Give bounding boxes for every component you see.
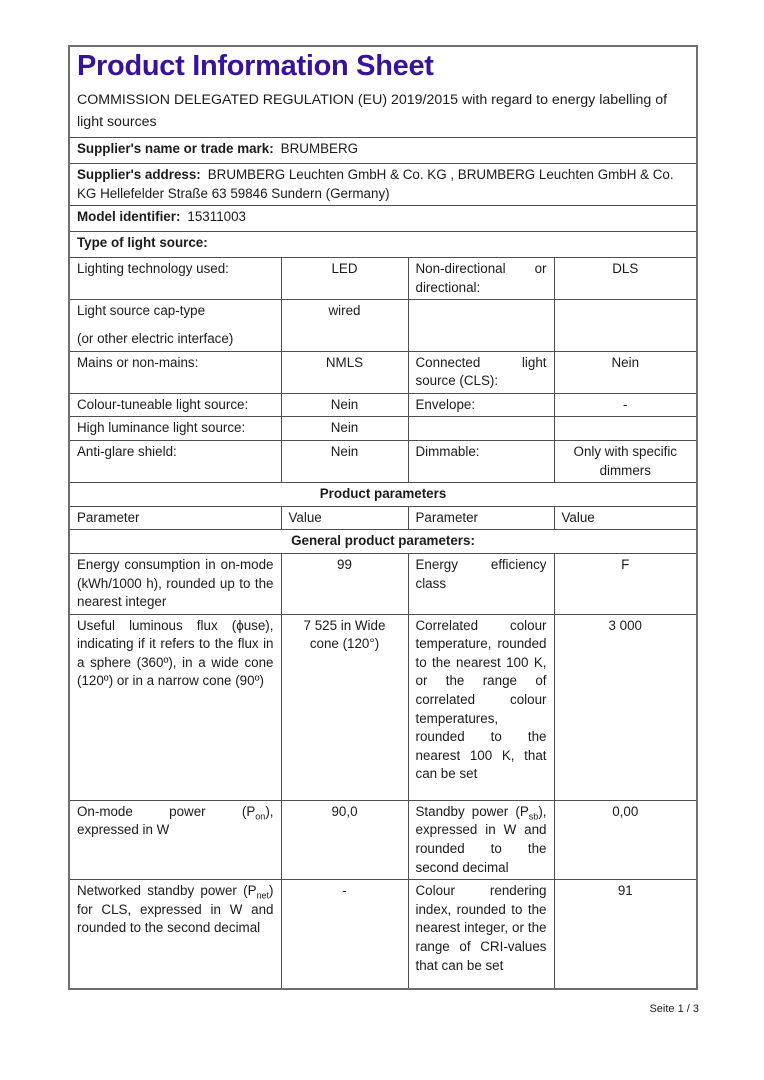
type-heading-label: Type of light source: [77, 235, 208, 251]
model-identifier-label: Model identifier: [77, 209, 181, 225]
param-line-2: (or other electric interface) [77, 330, 234, 346]
param-cell [408, 417, 554, 441]
supplier-address-cell [69, 164, 697, 206]
param-cell: Mains or non-mains: [69, 351, 281, 393]
param-cell: Dimmable: [408, 440, 554, 482]
value-cell: 91 [554, 880, 697, 990]
table-row [69, 258, 697, 300]
param-cell: Colour-tuneable light source: [69, 393, 281, 417]
supplier-address-label: Supplier's address: [77, 167, 201, 182]
page-title: Product Information Sheet [77, 50, 434, 82]
column-header-row [69, 506, 697, 530]
value-cell: NMLS [281, 351, 408, 393]
column-header: Parameter [69, 506, 281, 530]
page-subtitle: COMMISSION DELEGATED REGULATION (EU) 2019/2015 with regard to energy labelling of light sources [77, 92, 668, 130]
param-subscript: sb [528, 811, 539, 822]
param-subscript: on [255, 811, 266, 822]
value-cell: Nein [281, 393, 408, 417]
supplier-name-row [69, 138, 697, 164]
table-row [69, 351, 697, 393]
value-cell: 0,00 [554, 800, 697, 879]
section-header-cell: General product parameters: [69, 530, 697, 554]
value-cell: Nein [554, 351, 697, 393]
column-header: Parameter [408, 506, 554, 530]
table-row [69, 417, 697, 441]
param-cell [69, 300, 281, 351]
param-cell: Colour rendering index, rounded to the nearest integer, or the range of CRI-values that can be set [408, 880, 554, 990]
model-identifier-value: 15311003 [187, 209, 246, 225]
table-row [69, 393, 697, 417]
param-cell: Envelope: [408, 393, 554, 417]
type-heading-cell [69, 232, 697, 258]
param-text: ), expressed in W [77, 803, 274, 838]
param-cell: Connected light source (CLS): [408, 351, 554, 393]
value-cell: - [554, 393, 697, 417]
table-row [69, 300, 697, 351]
value-cell: wired [281, 300, 408, 351]
column-header: Value [554, 506, 697, 530]
value-cell: F [554, 553, 697, 614]
param-subscript: net [256, 890, 270, 901]
value-cell: 90,0 [281, 800, 408, 879]
supplier-address-value: BRUMBERG Leuchten GmbH & Co. KG , BRUMBERG Leuchten GmbH & Co. KG Hellefelder Straße 63 59846 Sundern (Germany) [77, 167, 674, 201]
model-identifier-row [69, 206, 697, 232]
table-row [69, 800, 697, 879]
table-row [69, 614, 697, 800]
section-header-cell: Product parameters [69, 483, 697, 507]
param-text: ) for CLS, expressed in W and rounded to the second decimal [77, 883, 274, 936]
supplier-name-value: BRUMBERG [280, 141, 359, 156]
table-row [69, 880, 697, 990]
value-cell: Nein [281, 417, 408, 441]
product-info-table [68, 45, 698, 990]
param-text: On-mode power (P [77, 803, 256, 819]
value-cell: 7 525 in Wide cone (120°) [281, 614, 408, 800]
param-cell [408, 800, 554, 879]
supplier-name-cell [69, 138, 697, 164]
value-cell: 3 000 [554, 614, 697, 800]
type-heading-row [69, 232, 697, 258]
param-text: ), expressed in W and rounded to the second decimal [415, 803, 547, 875]
param-cell: Lighting technology used: [69, 258, 281, 300]
param-cell [69, 800, 281, 879]
table-row [69, 553, 697, 614]
param-cell [408, 300, 554, 351]
supplier-name-label: Supplier's name or trade mark: [77, 141, 274, 156]
section-header-row [69, 483, 697, 507]
value-cell [554, 417, 697, 441]
section-header-row [69, 530, 697, 554]
param-text: Standby power (P [415, 803, 529, 819]
param-cell: Non-directional or directional: [408, 258, 554, 300]
value-cell: LED [281, 258, 408, 300]
value-cell: DLS [554, 258, 697, 300]
value-cell [554, 300, 697, 351]
table-row [69, 440, 697, 482]
value-cell: Only with specific dimmers [554, 440, 697, 482]
param-cell: High luminance light source: [69, 417, 281, 441]
param-cell [69, 880, 281, 990]
model-identifier-cell [69, 206, 697, 232]
param-cell: Useful luminous flux (ϕuse), indicating if it refers to the flux in a sphere (360º), in a wide cone (120º) or in a narrow cone (90º) [69, 614, 281, 800]
param-text: Networked standby power (P [77, 883, 257, 899]
param-line-1: Light source cap-type [77, 303, 206, 319]
param-cell: Energy consumption in on-mode (kWh/1000 h), rounded up to the nearest integer [69, 553, 281, 614]
title-row [69, 46, 697, 138]
value-cell: 99 [281, 553, 408, 614]
param-cell: Correlated colour temperature, rounded to the nearest 100 K, or the range of correlated colour temperatures, rounded to the nearest 100 K, that can be set [408, 614, 554, 800]
value-cell: Nein [281, 440, 408, 482]
param-cell: Energy efficiency class [408, 553, 554, 614]
page-footer: Seite 1 / 3 [649, 1003, 699, 1015]
title-cell [69, 46, 697, 138]
column-header: Value [281, 506, 408, 530]
value-cell: - [281, 880, 408, 990]
param-cell: Anti-glare shield: [69, 440, 281, 482]
supplier-address-row [69, 164, 697, 206]
